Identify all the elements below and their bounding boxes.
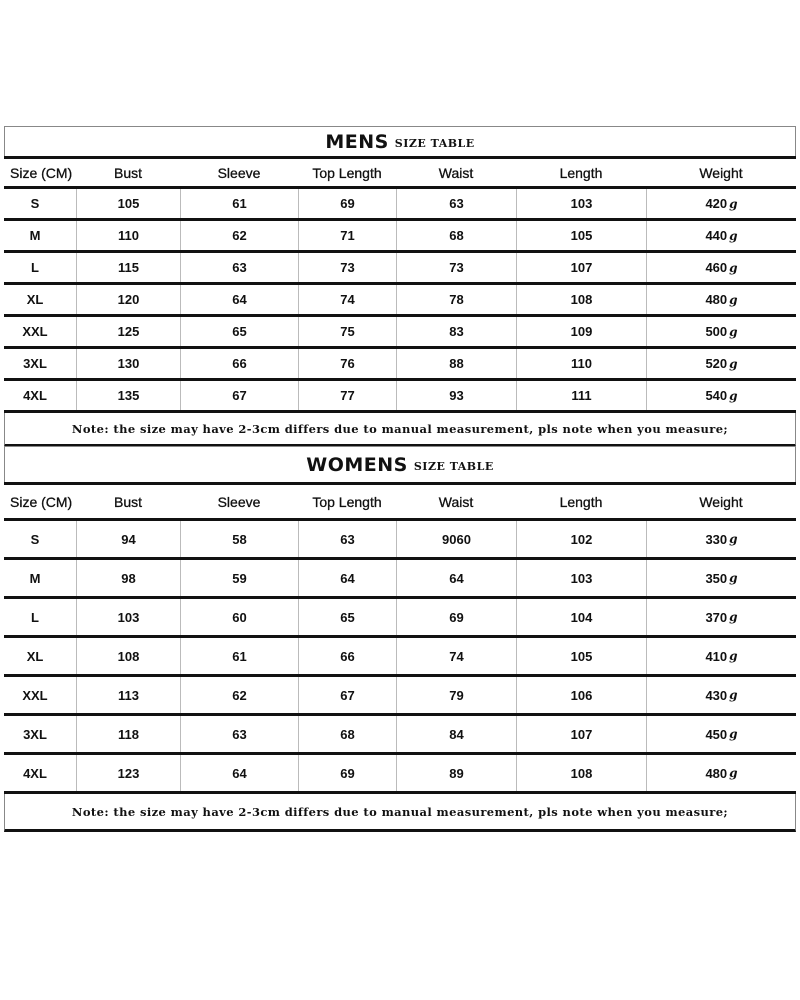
table-cell: [516, 638, 646, 674]
table-cell: [396, 349, 516, 378]
cell-value: 108: [570, 292, 593, 307]
table-cell: [180, 253, 298, 282]
table-cell: [180, 317, 298, 346]
cell-value: 103: [570, 570, 593, 586]
table-row: [4, 253, 796, 285]
table-cell: [4, 638, 76, 674]
weight-unit: g: [729, 356, 738, 371]
table-cell: [298, 253, 396, 282]
table-cell: [646, 285, 796, 314]
table-cell: [516, 349, 646, 378]
cell-value: 67: [340, 687, 355, 703]
table-cell: [516, 381, 646, 410]
table-cell: [396, 599, 516, 635]
cell-value: S: [30, 531, 40, 547]
table-cell: [180, 189, 298, 218]
cell-value: 73: [449, 260, 464, 275]
table-cell: [76, 253, 180, 282]
cell-value: 73: [340, 260, 355, 275]
table-cell: [646, 638, 796, 674]
cell-value: 62: [232, 228, 247, 243]
cell-value: 65: [340, 609, 355, 625]
cell-value: 108: [117, 648, 140, 664]
table-cell: [180, 755, 298, 791]
cell-value: 540: [705, 388, 728, 403]
table-cell: [180, 521, 298, 557]
cell-value: 350: [705, 570, 728, 586]
cell-value: 98: [121, 570, 136, 586]
table-cell: [4, 285, 76, 314]
cell-value: 83: [449, 324, 464, 339]
table-cell: [646, 189, 796, 218]
table-cell: [298, 317, 396, 346]
cell-value: L: [31, 609, 39, 625]
womens-header-cell: Weight: [699, 493, 743, 510]
cell-value: 74: [449, 648, 464, 664]
table-cell: [4, 221, 76, 250]
table-cell: [646, 521, 796, 557]
cell-value: 102: [570, 531, 593, 547]
cell-value: 63: [449, 196, 464, 211]
womens-note: Note: the size may have 2-3cm differs due to manual measurement, pls note when you measure;: [4, 794, 796, 832]
table-cell: [646, 677, 796, 713]
cell-value: 64: [232, 765, 247, 781]
cell-value: 106: [570, 687, 593, 703]
table-cell: [298, 599, 396, 635]
womens-title-sub: SIZE TABLE: [413, 460, 494, 473]
cell-value: 460: [705, 260, 728, 275]
table-cell: [516, 521, 646, 557]
mens-title-main: MENS: [325, 130, 389, 153]
womens-title-main: WOMENS: [306, 453, 408, 476]
womens-header-row: [4, 482, 796, 521]
cell-value: L: [31, 260, 39, 275]
table-cell: [646, 716, 796, 752]
weight-unit: g: [729, 688, 738, 702]
cell-value: 107: [570, 260, 593, 275]
table-cell: [76, 677, 180, 713]
cell-value: 105: [570, 228, 593, 243]
cell-value: 78: [449, 292, 464, 307]
mens-note: Note: the size may have 2-3cm differs due to manual measurement, pls note when you measure;: [4, 413, 796, 447]
weight-unit: g: [729, 228, 738, 243]
cell-value: XL: [26, 292, 44, 307]
weight-unit: g: [729, 610, 738, 624]
cell-value: 61: [232, 648, 247, 664]
womens-size-table: [4, 446, 796, 832]
table-cell: [180, 716, 298, 752]
cell-value: 500: [705, 324, 728, 339]
cell-value: 77: [340, 388, 355, 403]
cell-value: 4XL: [23, 765, 47, 781]
table-row: [4, 560, 796, 599]
table-cell: [4, 253, 76, 282]
cell-value: 450: [705, 726, 728, 742]
weight-unit: g: [729, 727, 738, 741]
womens-header-cell: Length: [559, 493, 603, 510]
mens-header-cell: Weight: [699, 164, 743, 181]
weight-unit: g: [729, 388, 738, 403]
table-row: [4, 349, 796, 381]
cell-value: 68: [340, 726, 355, 742]
cell-value: 480: [705, 765, 728, 781]
cell-value: 66: [232, 356, 247, 371]
table-cell: [180, 638, 298, 674]
table-cell: [4, 521, 76, 557]
cell-value: 64: [340, 570, 355, 586]
cell-value: 88: [449, 356, 464, 371]
table-cell: [396, 189, 516, 218]
table-cell: [396, 317, 516, 346]
table-cell: [396, 755, 516, 791]
cell-value: 108: [570, 765, 593, 781]
table-cell: [4, 716, 76, 752]
cell-value: 110: [571, 356, 592, 371]
mens-header-cell: Waist: [438, 164, 474, 181]
cell-value: 135: [117, 388, 140, 403]
table-cell: [76, 755, 180, 791]
weight-unit: g: [729, 571, 738, 585]
table-cell: [646, 599, 796, 635]
table-cell: [396, 285, 516, 314]
womens-header-cell: Size (CM): [10, 493, 73, 510]
cell-value: 69: [340, 765, 355, 781]
cell-value: 89: [449, 765, 464, 781]
table-cell: [516, 599, 646, 635]
mens-header-row: [4, 156, 796, 189]
cell-value: 84: [449, 726, 464, 742]
cell-value: 125: [117, 324, 140, 339]
cell-value: 103: [117, 609, 140, 625]
cell-value: 105: [570, 648, 593, 664]
table-cell: [76, 599, 180, 635]
cell-value: 63: [232, 260, 247, 275]
mens-header-cell: Top Length: [312, 164, 382, 181]
table-cell: [298, 189, 396, 218]
table-cell: [396, 716, 516, 752]
weight-unit: g: [729, 260, 738, 275]
table-cell: [396, 253, 516, 282]
cell-value: 61: [232, 196, 247, 211]
cell-value: 93: [449, 388, 464, 403]
table-cell: [516, 189, 646, 218]
cell-value: 109: [570, 324, 593, 339]
table-cell: [396, 677, 516, 713]
table-cell: [516, 285, 646, 314]
cell-value: 111: [571, 388, 592, 403]
cell-value: 480: [705, 292, 728, 307]
table-cell: [180, 599, 298, 635]
table-row: [4, 716, 796, 755]
table-cell: [180, 221, 298, 250]
cell-value: 330: [705, 531, 728, 547]
table-cell: [4, 599, 76, 635]
mens-title-sub: SIZE TABLE: [394, 137, 475, 150]
mens-size-table: [4, 126, 796, 447]
cell-value: 68: [449, 228, 464, 243]
cell-value: 120: [117, 292, 140, 307]
cell-value: 75: [340, 324, 355, 339]
weight-unit: g: [729, 196, 738, 211]
cell-value: 110: [118, 228, 139, 243]
table-row: [4, 755, 796, 794]
cell-value: 130: [117, 356, 140, 371]
cell-value: 115: [118, 260, 139, 275]
table-cell: [646, 381, 796, 410]
weight-unit: g: [729, 532, 738, 546]
table-cell: [180, 349, 298, 378]
cell-value: 66: [340, 648, 355, 664]
table-cell: [76, 638, 180, 674]
table-cell: [516, 755, 646, 791]
table-cell: [298, 285, 396, 314]
cell-value: 3XL: [23, 356, 47, 371]
cell-value: 420: [705, 196, 728, 211]
table-cell: [298, 560, 396, 596]
womens-header-cell: Sleeve: [217, 493, 261, 510]
mens-header-cell: Sleeve: [217, 164, 261, 181]
cell-value: 63: [340, 531, 355, 547]
cell-value: 94: [121, 531, 136, 547]
table-row: [4, 285, 796, 317]
table-cell: [4, 755, 76, 791]
womens-header-cell: Top Length: [312, 493, 382, 510]
cell-value: 9060: [442, 531, 471, 547]
mens-header-cell: Bust: [113, 164, 142, 181]
cell-value: 113: [118, 687, 139, 703]
weight-unit: g: [729, 292, 738, 307]
cell-value: 123: [117, 765, 140, 781]
cell-value: 370: [705, 609, 728, 625]
table-cell: [516, 560, 646, 596]
cell-value: 4XL: [23, 388, 47, 403]
table-cell: [4, 381, 76, 410]
womens-header-cell: Waist: [438, 493, 474, 510]
table-cell: [76, 349, 180, 378]
table-cell: [646, 349, 796, 378]
weight-unit: g: [729, 649, 738, 663]
table-cell: [76, 381, 180, 410]
table-row: [4, 599, 796, 638]
table-cell: [76, 560, 180, 596]
table-row: [4, 317, 796, 349]
table-cell: [76, 716, 180, 752]
table-cell: [76, 285, 180, 314]
cell-value: 64: [449, 570, 464, 586]
table-row: [4, 189, 796, 221]
cell-value: 59: [232, 570, 247, 586]
table-cell: [298, 677, 396, 713]
table-cell: [76, 189, 180, 218]
cell-value: 60: [232, 609, 247, 625]
table-cell: [298, 521, 396, 557]
mens-table-title: [4, 126, 796, 156]
table-cell: [516, 317, 646, 346]
table-cell: [646, 317, 796, 346]
mens-header-cell: Size (CM): [10, 164, 73, 181]
table-cell: [4, 317, 76, 346]
cell-value: 76: [340, 356, 355, 371]
table-row: [4, 221, 796, 253]
cell-value: 118: [118, 726, 139, 742]
table-row: [4, 638, 796, 677]
weight-unit: g: [729, 766, 738, 780]
table-cell: [516, 253, 646, 282]
cell-value: 520: [705, 356, 728, 371]
table-row: [4, 677, 796, 716]
table-cell: [516, 221, 646, 250]
table-cell: [396, 560, 516, 596]
cell-value: 440: [705, 228, 728, 243]
cell-value: 67: [232, 388, 247, 403]
table-cell: [396, 521, 516, 557]
cell-value: 104: [570, 609, 593, 625]
table-cell: [180, 560, 298, 596]
cell-value: XXL: [22, 324, 48, 339]
cell-value: 71: [340, 228, 355, 243]
table-cell: [4, 189, 76, 218]
cell-value: 107: [570, 726, 593, 742]
table-cell: [516, 677, 646, 713]
table-cell: [646, 253, 796, 282]
cell-value: 69: [449, 609, 464, 625]
cell-value: M: [29, 228, 41, 243]
mens-rows: [4, 189, 796, 413]
womens-rows: [4, 521, 796, 794]
table-cell: [180, 677, 298, 713]
table-cell: [646, 560, 796, 596]
table-cell: [298, 755, 396, 791]
cell-value: 63: [232, 726, 247, 742]
mens-header-cell: Length: [559, 164, 603, 181]
table-cell: [646, 221, 796, 250]
womens-table-title: [4, 446, 796, 482]
table-cell: [298, 221, 396, 250]
table-cell: [516, 716, 646, 752]
cell-value: 65: [232, 324, 247, 339]
table-cell: [4, 677, 76, 713]
table-cell: [76, 521, 180, 557]
cell-value: 105: [117, 196, 140, 211]
cell-value: 3XL: [23, 726, 47, 742]
table-row: [4, 521, 796, 560]
womens-header-cell: Bust: [113, 493, 142, 510]
weight-unit: g: [729, 324, 738, 339]
cell-value: 430: [705, 687, 728, 703]
cell-value: S: [30, 196, 40, 211]
cell-value: 74: [340, 292, 355, 307]
cell-value: 79: [449, 687, 464, 703]
cell-value: 103: [570, 196, 593, 211]
table-cell: [396, 221, 516, 250]
table-cell: [298, 349, 396, 378]
cell-value: XXL: [22, 687, 48, 703]
table-cell: [76, 221, 180, 250]
table-cell: [396, 381, 516, 410]
table-cell: [180, 381, 298, 410]
table-cell: [180, 285, 298, 314]
table-cell: [298, 716, 396, 752]
cell-value: M: [29, 570, 41, 586]
cell-value: 62: [232, 687, 247, 703]
table-cell: [298, 638, 396, 674]
table-cell: [4, 349, 76, 378]
table-cell: [646, 755, 796, 791]
table-cell: [298, 381, 396, 410]
table-row: [4, 381, 796, 413]
table-cell: [76, 317, 180, 346]
table-cell: [396, 638, 516, 674]
cell-value: XL: [26, 648, 44, 664]
cell-value: 69: [340, 196, 355, 211]
table-cell: [4, 560, 76, 596]
cell-value: 410: [705, 648, 728, 664]
cell-value: 58: [232, 531, 247, 547]
cell-value: 64: [232, 292, 247, 307]
